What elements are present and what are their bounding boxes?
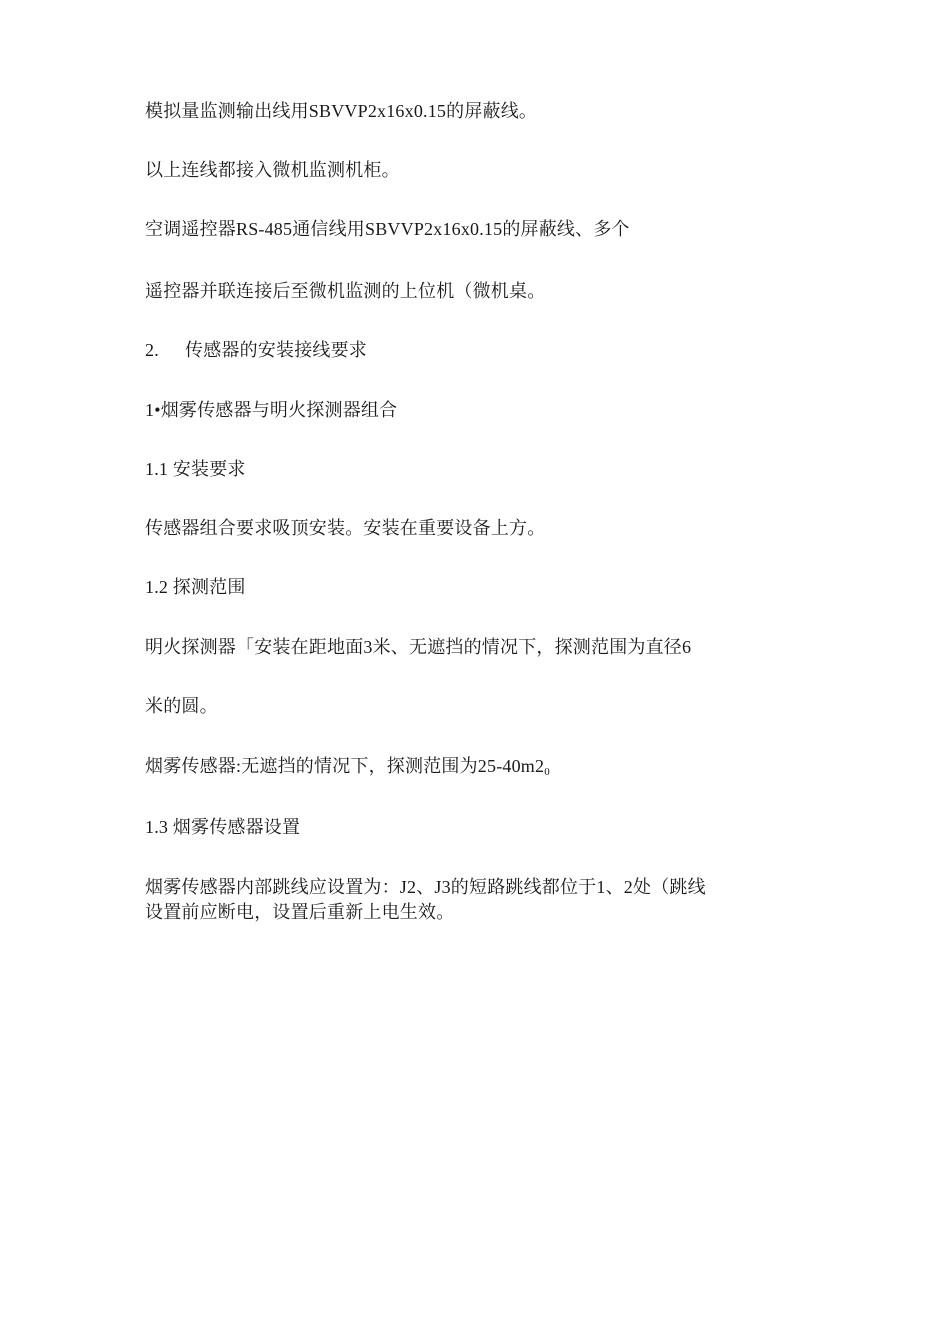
paragraph-rs485-line2: 遥控器并联连接后至微机监测的上位机（微机桌。 [145, 281, 546, 301]
heading-1-3: 1.3 烟雾传感器设置 [145, 817, 301, 837]
paragraph-rs485-line1: 空调遥控器RS-485通信线用SBVVP2x16x0.15的屏蔽线、多个 [145, 219, 630, 239]
paragraph-install: 传感器组合要求吸顶安装。安装在重要设备上方。 [145, 518, 546, 538]
heading-1-2: 1.2 探测范围 [145, 577, 246, 597]
smoke-range-subscript: 0 [544, 766, 550, 778]
paragraph-cabinet: 以上连线都接入微机监测机柜。 [145, 160, 400, 180]
paragraph-jumper-line1: 烟雾传感器内部跳线应设置为：J2、J3的短路跳线都位于1、2处（跳线 [145, 877, 706, 897]
heading-1-1: 1.1 安装要求 [145, 459, 246, 479]
section-title: 传感器的安装接线要求 [185, 340, 367, 360]
section-number: 2. [145, 340, 159, 360]
subsection-heading-1: 1•烟雾传感器与明火探测器组合 [145, 400, 398, 420]
section-heading-2 [145, 339, 367, 361]
paragraph-smoke-range [145, 755, 550, 783]
paragraph-jumper-line2: 设置前应断电，设置后重新上电生效。 [145, 902, 455, 922]
smoke-range-text: 烟雾传感器:无遮挡的情况下，探测范围为25-40m2 [145, 756, 545, 776]
paragraph-output-wire: 模拟量监测输出线用SBVVP2x16x0.15的屏蔽线。 [145, 101, 538, 121]
paragraph-flame-range-line2: 米的圆。 [145, 696, 218, 716]
paragraph-flame-range-line1: 明火探测器「安装在距地面3米、无遮挡的情况下，探测范围为直径6 [145, 637, 692, 657]
